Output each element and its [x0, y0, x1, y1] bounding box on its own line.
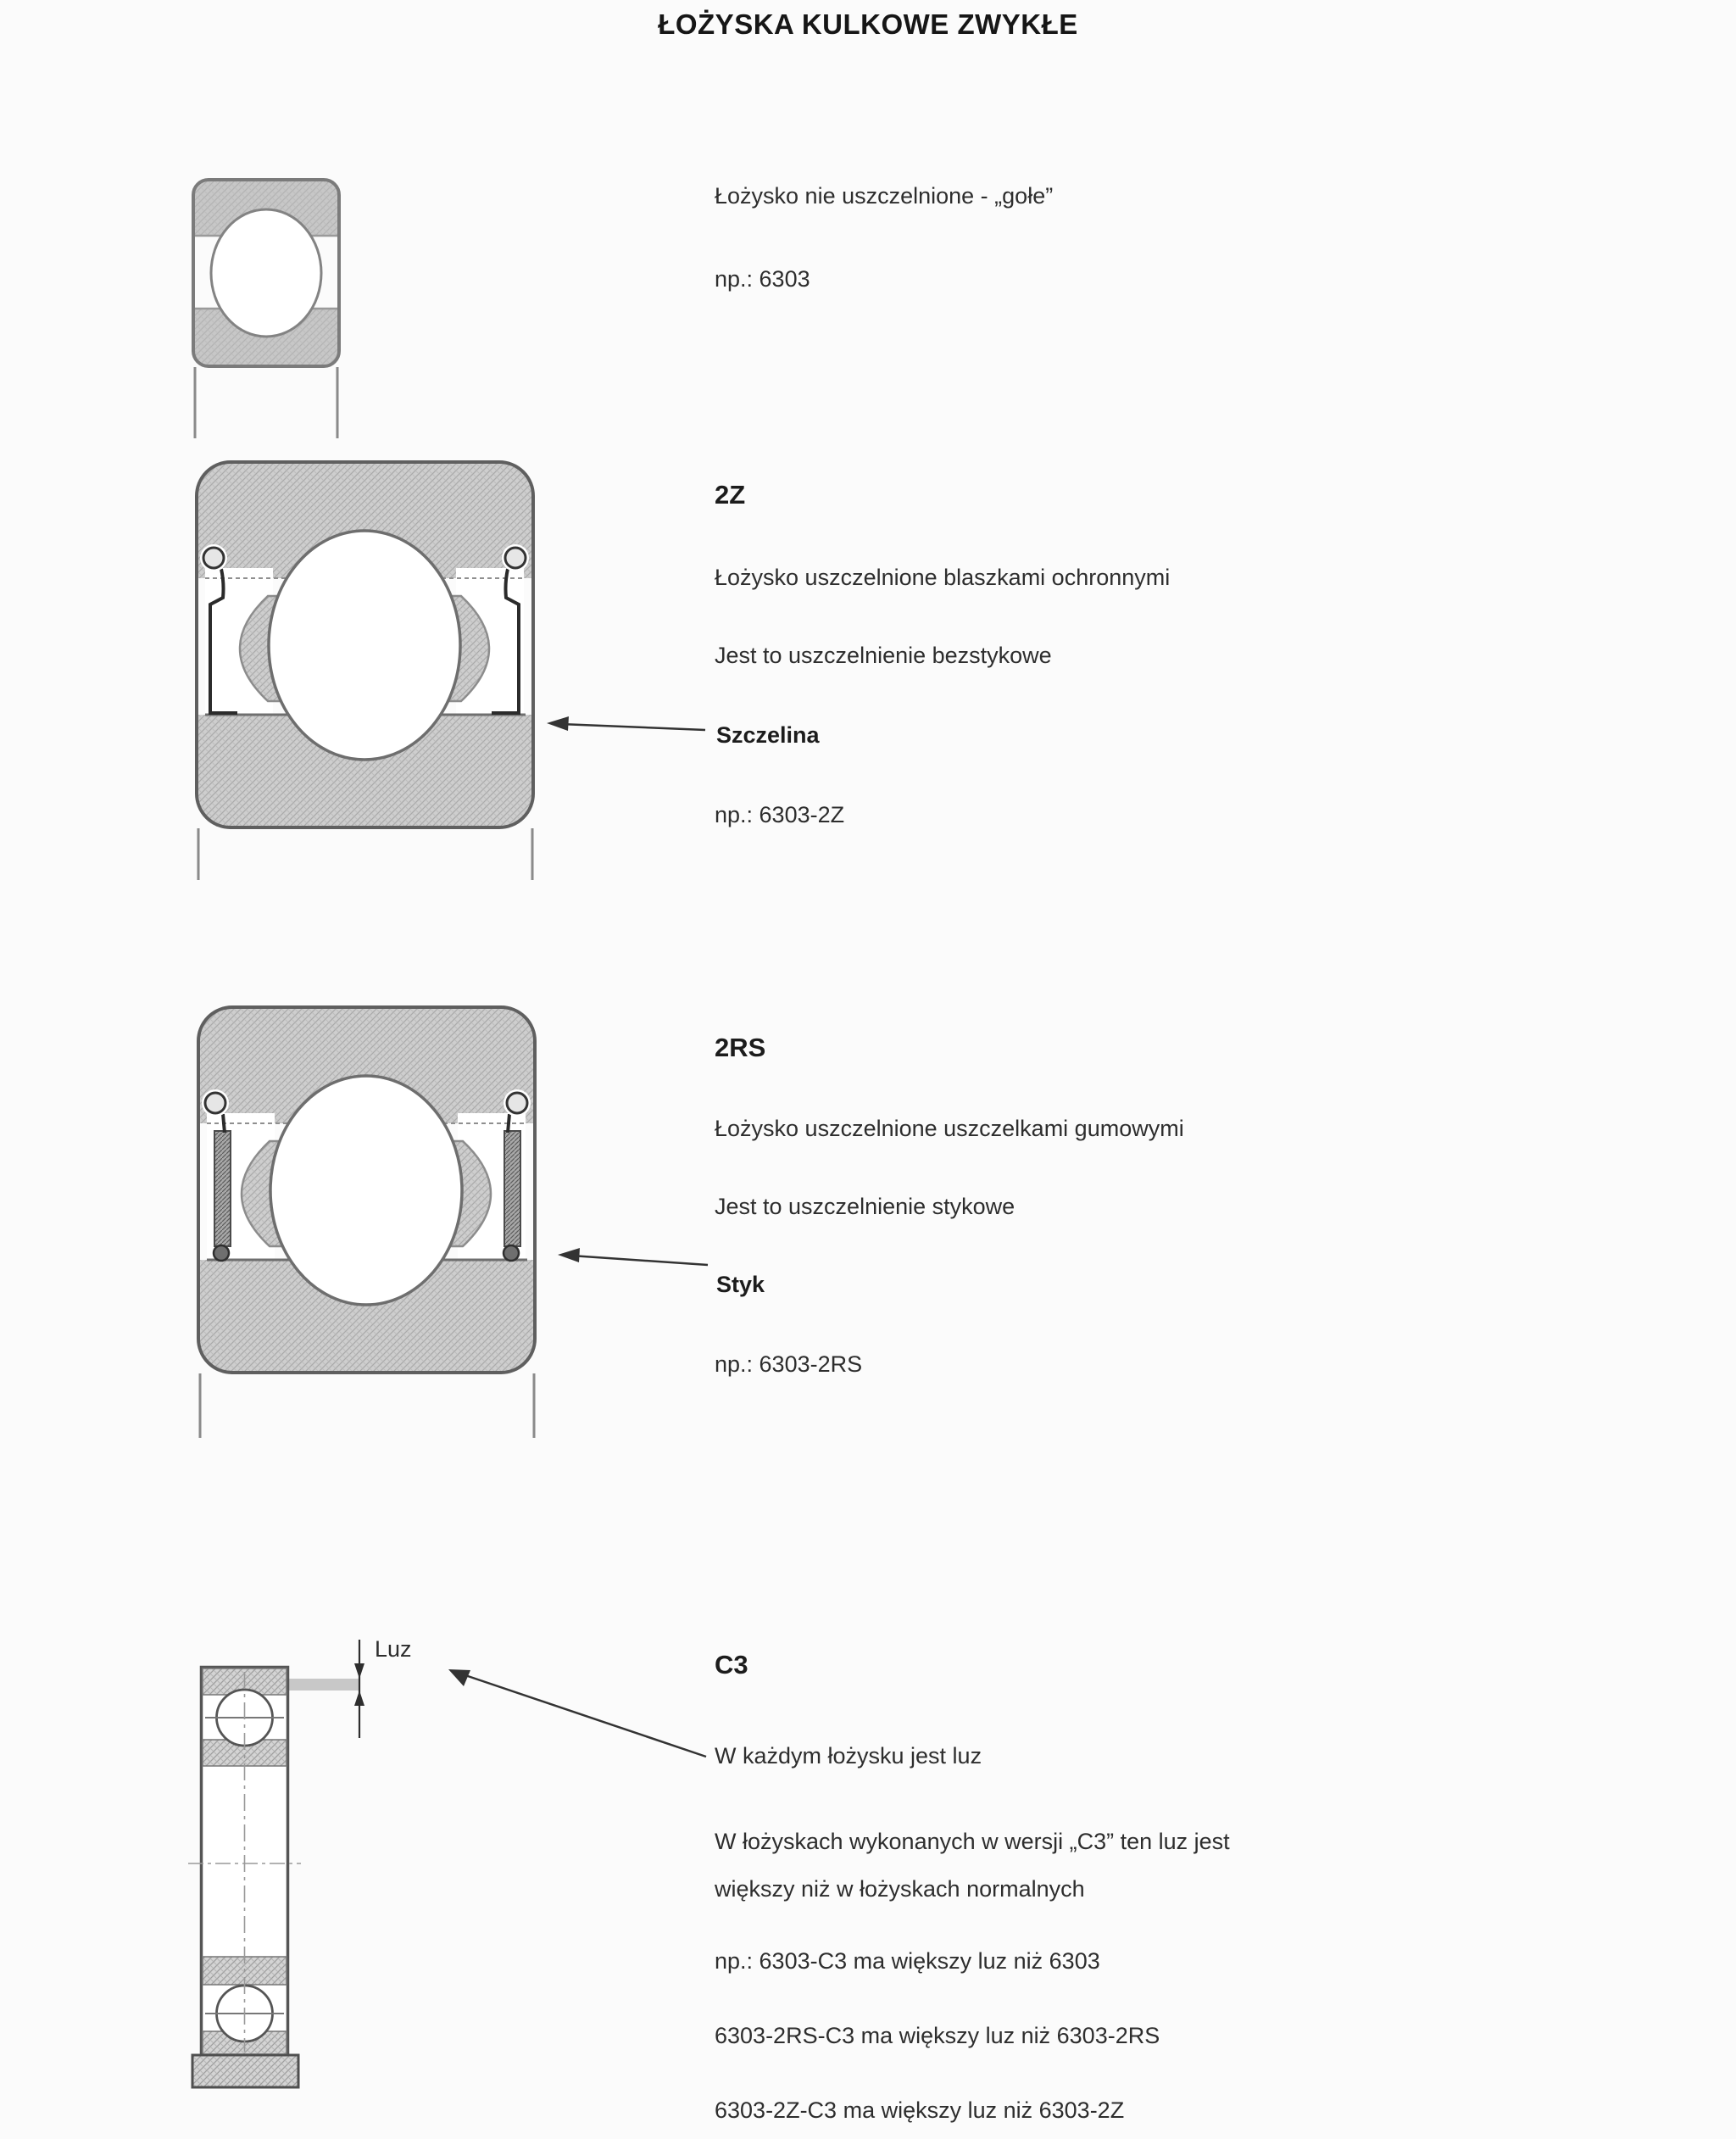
bearing-2z-diagram: [195, 460, 537, 882]
2rs-seal-type: Jest to uszczelnienie stykowe: [715, 1194, 1015, 1219]
luz-label: Luz: [375, 1636, 412, 1662]
2rs-example: np.: 6303-2RS: [715, 1351, 863, 1377]
c3-line2b: większy niż w łożyskach normalnych: [715, 1876, 1085, 1902]
section-c3-heading: C3: [715, 1650, 748, 1679]
c3-line2: [715, 1818, 1230, 1913]
section-2rs-heading: 2RS: [715, 1033, 766, 1062]
open-bearing-example: np.: 6303: [715, 266, 810, 292]
section-2z-heading: 2Z: [715, 480, 746, 510]
bearing-2rs-diagram: [197, 1005, 538, 1440]
styk-arrow: [551, 1243, 712, 1268]
2z-seal-type: Jest to uszczelnienie bezstykowe: [715, 643, 1052, 668]
szczelina-label: Szczelina: [716, 722, 820, 748]
page-title: ŁOŻYSKA KULKOWE ZWYKŁE: [658, 8, 1078, 40]
bearing-c3-cross-section-diagram: [186, 1636, 458, 2139]
2z-example: np.: 6303-2Z: [715, 802, 845, 827]
shaft-seat-block: [192, 2055, 298, 2087]
c3-line1: W każdym łożysku jest luz: [715, 1743, 982, 1769]
szczelina-arrow: [540, 712, 709, 738]
c3-example3: 6303-2Z-C3 ma większy luz niż 6303-2Z: [715, 2097, 1125, 2123]
open-bearing-description: Łożysko nie uszczelnione - „gołe”: [715, 183, 1054, 209]
c3-line2a: W łożyskach wykonanych w wersji „C3” ten luz jest: [715, 1829, 1230, 1854]
2rs-description: Łożysko uszczelnione uszczelkami gumowymi: [715, 1116, 1184, 1141]
luz-arrow: [437, 1658, 712, 1764]
2z-description: Łożysko uszczelnione blaszkami ochronnymi: [715, 565, 1171, 590]
bearing-open-diagram: [191, 177, 342, 440]
styk-label: Styk: [716, 1272, 765, 1297]
c3-example2: 6303-2RS-C3 ma większy luz niż 6303-2RS: [715, 2023, 1160, 2048]
clearance-gap-bar: [287, 1679, 359, 1691]
c3-example1: np.: 6303-C3 ma większy luz niż 6303: [715, 1948, 1100, 1974]
